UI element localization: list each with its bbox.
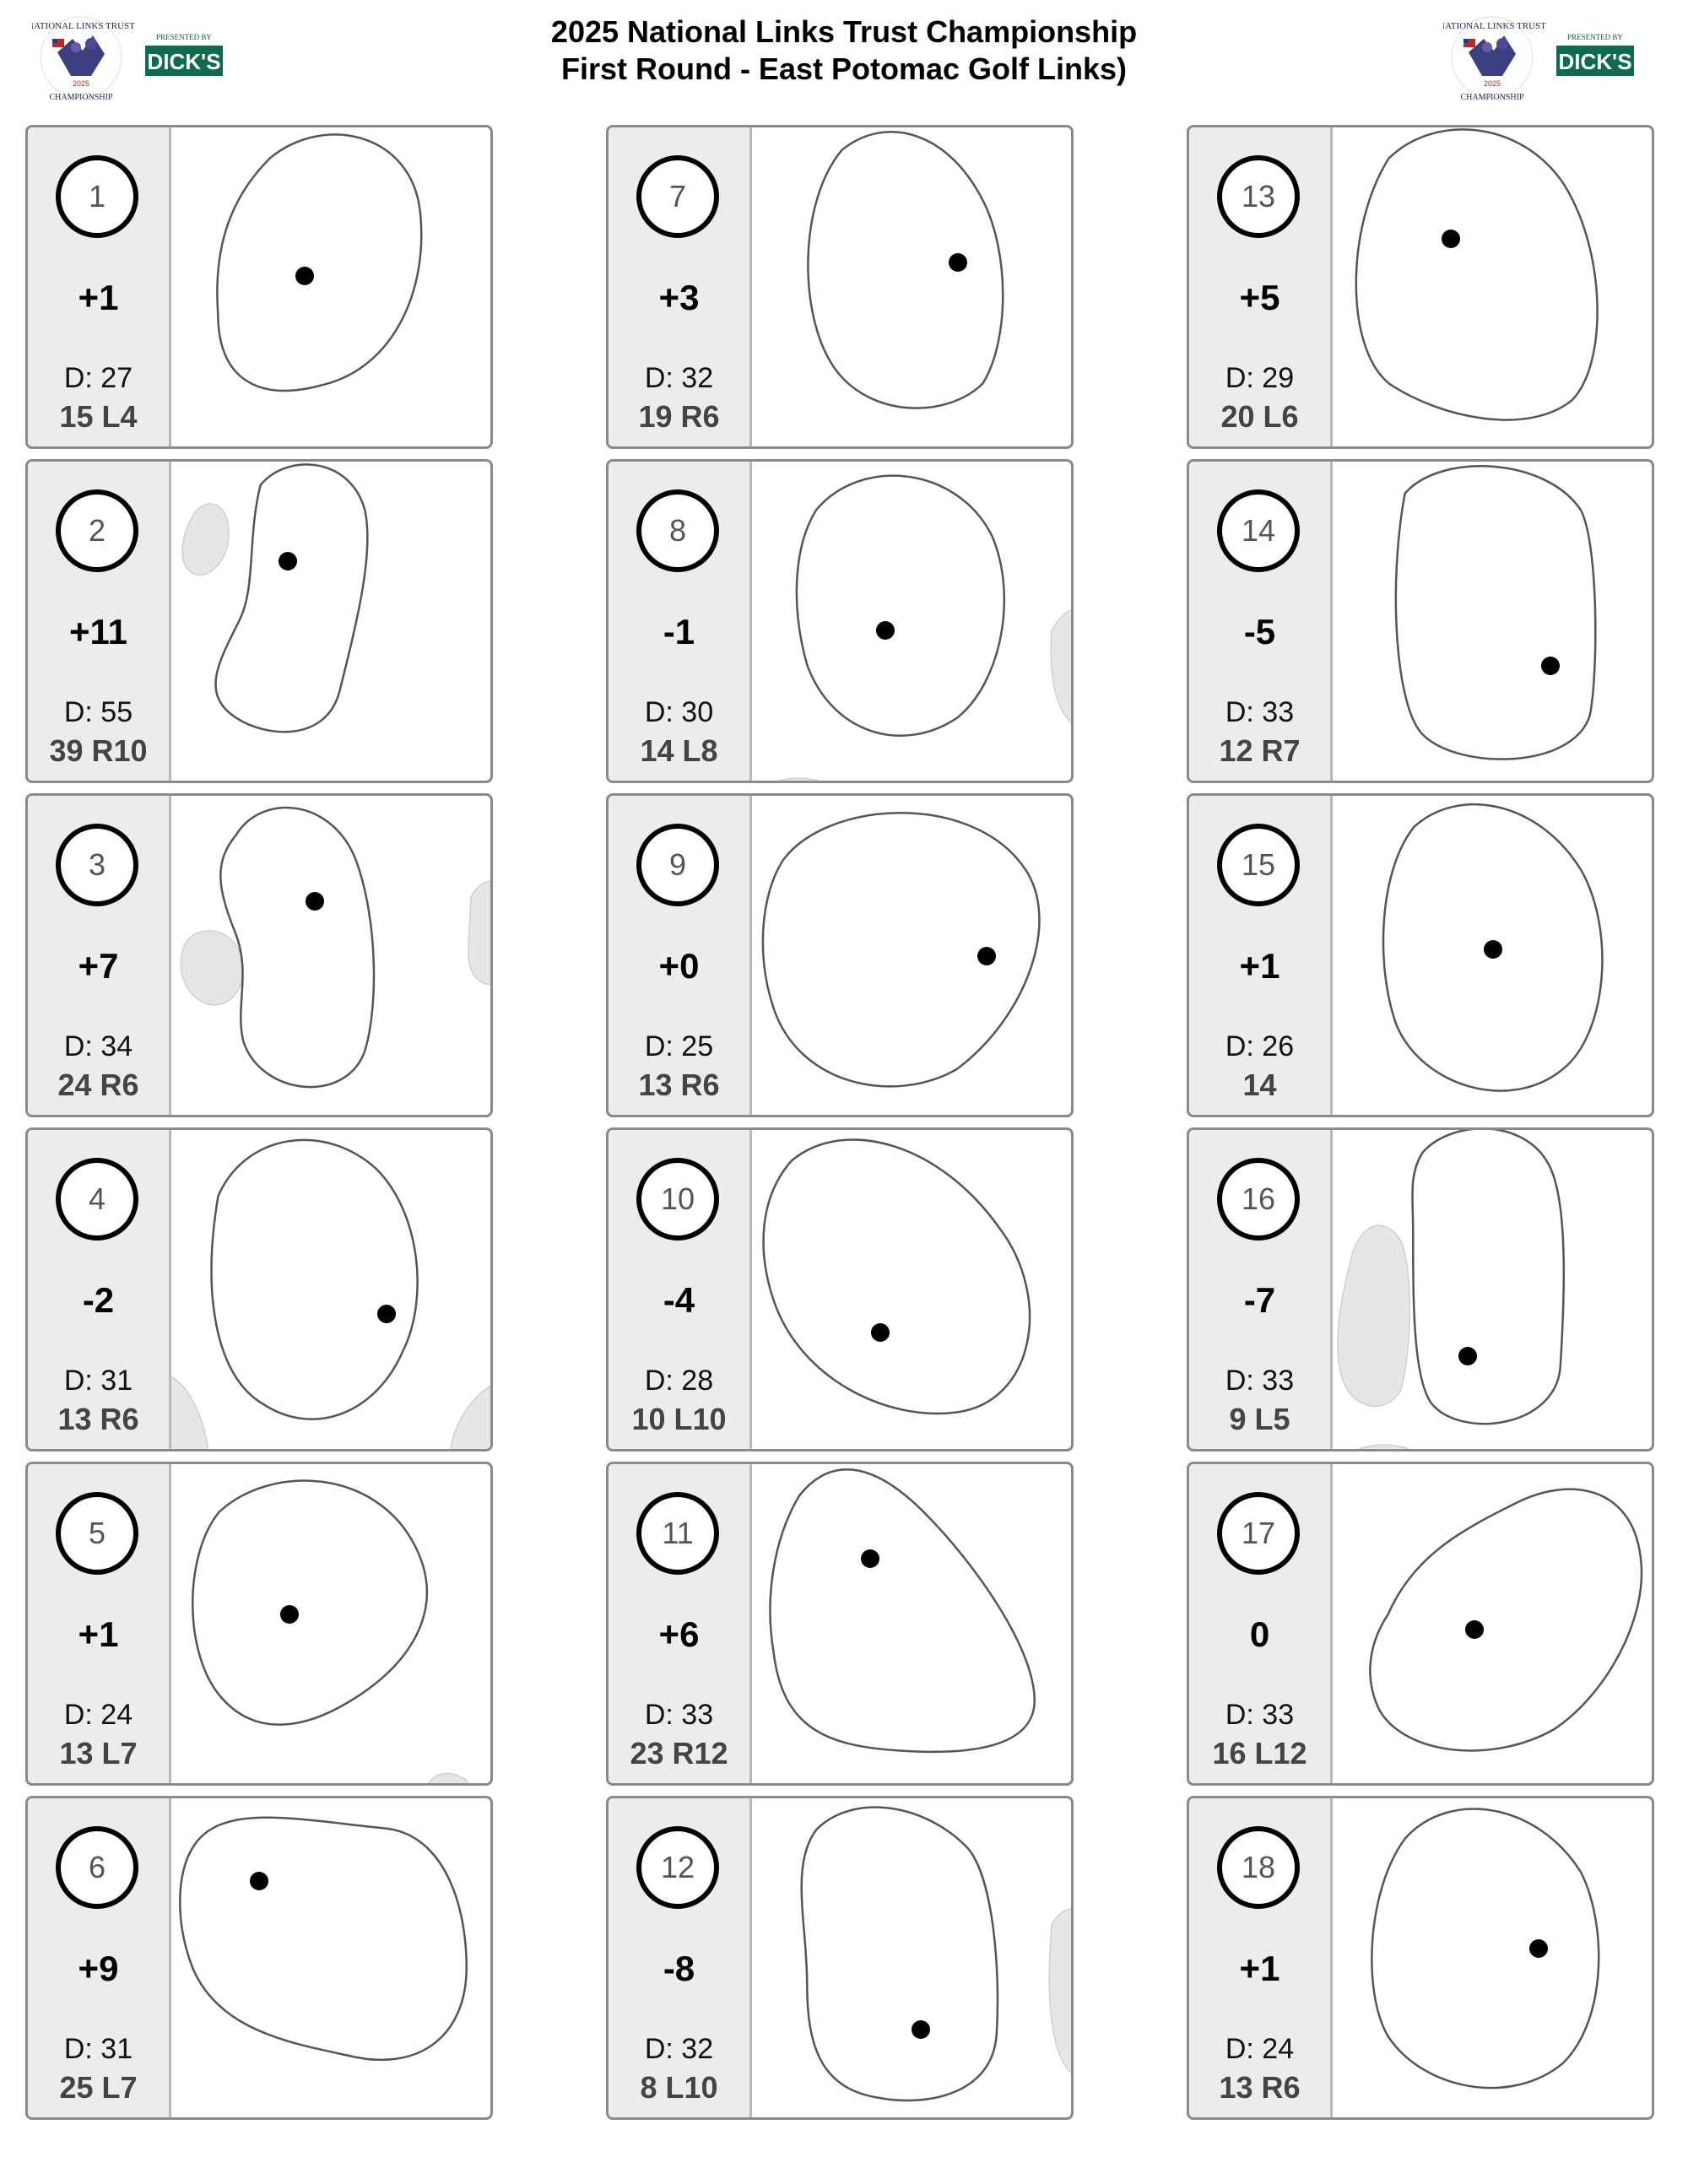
hole-card-14 (1187, 459, 1654, 783)
green-depth: D: 25 (644, 1030, 714, 1062)
hole-score: -8 (663, 1949, 695, 1988)
hole-card-6 (25, 1796, 493, 2120)
pin-position: 39 R10 (49, 733, 148, 768)
green-depth: D: 24 (1225, 2033, 1295, 2065)
pin-marker (1484, 940, 1502, 959)
hole-info-panel (1189, 1798, 1333, 2117)
green-diagram (752, 1130, 1073, 1451)
svg-text:CHAMPIONSHIP: CHAMPIONSHIP (49, 93, 113, 102)
hole-info-panel (609, 1464, 752, 1783)
green-surface (1374, 1493, 1637, 1746)
pin-marker (250, 1872, 268, 1890)
hole-card-4 (25, 1127, 493, 1451)
pin-marker (876, 621, 895, 640)
hole-score: +11 (69, 612, 127, 651)
green-surface (221, 138, 417, 387)
green-depth: D: 31 (63, 2033, 133, 2065)
hole-info-panel (1189, 462, 1333, 781)
green-diagram (1333, 1130, 1653, 1451)
pin-marker (1458, 1347, 1477, 1365)
svg-text:NATIONAL LINKS TRUST: NATIONAL LINKS TRUST (32, 21, 135, 31)
pin-marker (861, 1549, 879, 1568)
hole-info-panel (609, 796, 752, 1115)
bunker (425, 1774, 471, 1786)
bunker (1341, 1445, 1426, 1451)
green-surface (215, 1144, 414, 1415)
hole-card-13 (1187, 125, 1654, 449)
bunker (1049, 1909, 1073, 2077)
hole-card-17 (1187, 1462, 1654, 1786)
green-diagram (1333, 1464, 1653, 1786)
green-diagram (171, 796, 492, 1117)
hole-card-5 (25, 1462, 493, 1786)
hole-info-panel (28, 127, 171, 446)
green-surface (225, 812, 370, 1084)
pin-marker (280, 1605, 299, 1624)
svg-text:CHAMPIONSHIP: CHAMPIONSHIP (1460, 93, 1524, 102)
hole-number: 7 (636, 155, 719, 238)
hole-number: 4 (56, 1158, 138, 1241)
green-surface (801, 479, 1000, 732)
pin-position: 19 R6 (638, 399, 720, 434)
pin-position: 13 R6 (57, 1402, 139, 1436)
hole-score: +7 (78, 946, 119, 986)
green-depth: D: 55 (63, 696, 133, 728)
pin-position: 10 L10 (631, 1402, 727, 1436)
hole-card-18 (1187, 1796, 1654, 2120)
hole-score: -1 (663, 612, 695, 651)
green-diagram (171, 1130, 492, 1451)
green-surface (184, 1822, 463, 2057)
svg-text:DICK'S: DICK'S (1558, 49, 1632, 74)
green-depth: D: 33 (644, 1699, 714, 1731)
hole-info-panel (28, 1464, 171, 1783)
bunker (1051, 609, 1073, 727)
pin-marker (377, 1305, 396, 1323)
hole-score: 0 (1249, 1614, 1270, 1654)
green-depth: D: 33 (1225, 1365, 1295, 1397)
green-depth: D: 32 (644, 2033, 714, 2065)
green-surface (1400, 470, 1592, 755)
hole-card-2 (25, 459, 493, 783)
hole-score: +1 (78, 278, 119, 317)
green-diagram (171, 1798, 492, 2120)
hole-card-1 (25, 125, 493, 449)
hole-score: +1 (1239, 1949, 1280, 1988)
pin-marker (912, 2020, 930, 2039)
hole-number: 13 (1217, 155, 1300, 238)
pin-position: 14 (1242, 1068, 1277, 1102)
hole-number: 5 (56, 1492, 138, 1575)
header (0, 0, 1688, 118)
hole-info-panel (1189, 1464, 1333, 1783)
green-depth: D: 24 (63, 1699, 133, 1731)
hole-number: 9 (636, 824, 719, 906)
green-depth: D: 31 (63, 1365, 133, 1397)
green-diagram (1333, 796, 1653, 1117)
pin-position: 25 L7 (59, 2070, 138, 2105)
pin-marker (306, 892, 324, 911)
pin-position: 13 R6 (638, 1068, 720, 1102)
hole-card-16 (1187, 1127, 1654, 1451)
hole-info-panel (609, 127, 752, 446)
pin-position: 13 R6 (1219, 2070, 1301, 2105)
hole-info-panel (609, 1798, 752, 2117)
green-depth: D: 33 (1225, 696, 1295, 728)
svg-text:PRESENTED BY: PRESENTED BY (1567, 33, 1623, 41)
hole-card-11 (606, 1462, 1074, 1786)
hole-info-panel (609, 462, 752, 781)
pin-marker (1541, 657, 1560, 675)
green-depth: D: 29 (1225, 362, 1295, 394)
hole-number: 11 (636, 1492, 719, 1575)
pin-position: 9 L5 (1229, 1402, 1290, 1436)
pin-position: 12 R7 (1219, 733, 1301, 768)
pin-marker (295, 267, 314, 285)
green-depth: D: 30 (644, 696, 714, 728)
svg-text:2025: 2025 (1483, 79, 1501, 88)
hole-card-12 (606, 1796, 1074, 2120)
pin-marker (949, 253, 967, 272)
pin-position: 14 L8 (640, 733, 718, 768)
bunker (182, 504, 229, 575)
hole-score: +5 (1239, 278, 1280, 317)
hole-number: 12 (636, 1826, 719, 1909)
pin-marker (1442, 230, 1460, 248)
hole-info-panel (28, 1130, 171, 1449)
hole-number: 16 (1217, 1158, 1300, 1241)
green-surface (219, 468, 363, 727)
hole-info-panel (609, 1130, 752, 1449)
hole-number: 18 (1217, 1826, 1300, 1909)
pin-position: 16 L12 (1212, 1736, 1307, 1770)
pin-position: 15 L4 (59, 399, 138, 434)
green-depth: D: 32 (644, 362, 714, 394)
hole-number: 8 (636, 489, 719, 572)
hole-number: 10 (636, 1158, 719, 1241)
green-surface (197, 1484, 423, 1721)
pin-marker (1465, 1620, 1484, 1639)
bunker (181, 931, 243, 1005)
hole-info-panel (28, 462, 171, 781)
hole-number: 3 (56, 824, 138, 906)
hole-card-8 (606, 459, 1074, 783)
hole-number: 17 (1217, 1492, 1300, 1575)
pin-position: 8 L10 (640, 2070, 718, 2105)
hole-number: 6 (56, 1826, 138, 1909)
bunker (1338, 1225, 1409, 1406)
pin-marker (871, 1323, 890, 1342)
green-diagram (752, 796, 1073, 1117)
bunker (171, 1375, 209, 1451)
page-title: 2025 National Links Trust Championship (550, 14, 1138, 49)
national-links-trust-logo-left (32, 10, 235, 116)
pin-position: 20 L6 (1220, 399, 1299, 434)
green-surface (1376, 1813, 1594, 2084)
hole-info-panel (28, 1798, 171, 2117)
hole-card-7 (606, 125, 1074, 449)
green-diagram (171, 462, 492, 783)
green-diagram (1333, 1798, 1653, 2120)
green-depth: D: 27 (63, 362, 133, 394)
hole-number: 1 (56, 155, 138, 238)
green-diagram (752, 462, 1073, 783)
hole-card-3 (25, 793, 493, 1117)
hole-card-9 (606, 793, 1074, 1117)
hole-number: 2 (56, 489, 138, 572)
green-depth: D: 34 (63, 1030, 133, 1062)
green-diagram (752, 1798, 1073, 2120)
green-diagram (171, 127, 492, 449)
green-depth: D: 26 (1225, 1030, 1295, 1062)
green-diagram (1333, 127, 1653, 449)
green-diagram (1333, 462, 1653, 783)
green-surface (805, 1811, 993, 2096)
green-diagram (752, 1464, 1073, 1786)
hole-score: -7 (1243, 1280, 1276, 1320)
svg-text:PRESENTED BY: PRESENTED BY (156, 33, 212, 41)
hole-score: +6 (658, 1614, 700, 1654)
svg-text:2025: 2025 (72, 79, 90, 88)
national-links-trust-logo-right (1443, 10, 1646, 116)
green-surface (774, 1473, 1031, 1748)
green-surface (812, 136, 998, 404)
green-diagram (752, 127, 1073, 449)
pin-marker (1529, 1939, 1548, 1958)
hole-score: +0 (658, 946, 700, 986)
hole-info-panel (1189, 127, 1333, 446)
hole-info-panel (28, 796, 171, 1115)
green-diagram (171, 1464, 492, 1786)
hole-score: -4 (663, 1280, 695, 1320)
green-depth: D: 28 (644, 1365, 714, 1397)
pin-position: 13 L7 (59, 1736, 138, 1770)
svg-text:DICK'S: DICK'S (147, 49, 221, 74)
hole-score: +1 (78, 1614, 119, 1654)
pin-marker (279, 552, 297, 570)
hole-score: +3 (658, 278, 700, 317)
svg-text:NATIONAL LINKS TRUST: NATIONAL LINKS TRUST (1443, 21, 1546, 31)
hole-score: -2 (82, 1280, 115, 1320)
hole-number: 15 (1217, 824, 1300, 906)
green-surface (1416, 1133, 1560, 1419)
hole-info-panel (1189, 796, 1333, 1115)
bunker (450, 1383, 492, 1451)
pin-position: 23 R12 (630, 1736, 728, 1770)
hole-score: +1 (1239, 946, 1280, 986)
bunker (468, 881, 492, 984)
hole-score: -5 (1243, 612, 1276, 651)
pin-marker (977, 947, 996, 965)
hole-card-15 (1187, 793, 1654, 1117)
hole-number: 14 (1217, 489, 1300, 572)
hole-info-panel (1189, 1130, 1333, 1449)
green-surface (767, 1143, 1025, 1409)
green-depth: D: 33 (1225, 1699, 1295, 1731)
pin-position: 24 R6 (57, 1068, 139, 1102)
bunker (760, 778, 836, 783)
hole-card-10 (606, 1127, 1074, 1451)
hole-score: +9 (78, 1949, 119, 1988)
green-surface (767, 817, 1036, 1083)
page-subtitle: First Round - East Potomac Golf Links) (560, 51, 1128, 86)
